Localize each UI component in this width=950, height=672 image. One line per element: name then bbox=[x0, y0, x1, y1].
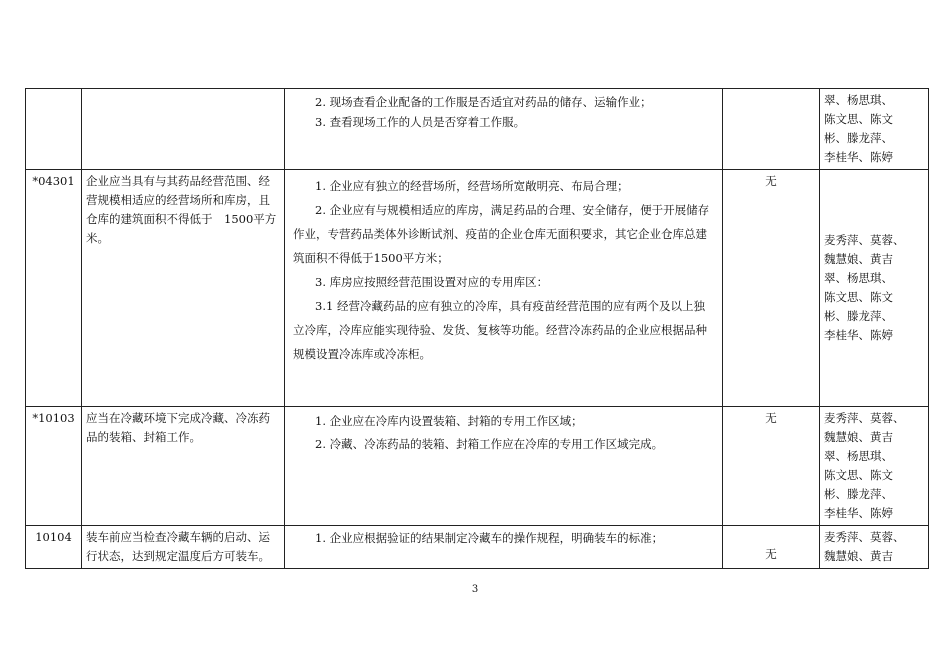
inspector-line: 魏慧娘、黄吉 bbox=[824, 252, 893, 266]
item-code: 10104 bbox=[26, 526, 82, 569]
inspection-method bbox=[285, 526, 723, 569]
inspection-result bbox=[723, 89, 820, 170]
inspection-table bbox=[25, 88, 929, 569]
inspection-result: 无 bbox=[723, 407, 820, 526]
item-code: *04301 bbox=[26, 170, 82, 407]
inspection-method bbox=[285, 170, 723, 407]
inspector-line: 李桂华、陈婷 bbox=[824, 506, 893, 520]
method-item: 1. 企业应在冷库内设置装箱、封箱的专用工作区域； bbox=[315, 414, 583, 428]
table-row bbox=[26, 89, 929, 170]
inspector-line: 麦秀萍、莫蓉、 bbox=[824, 530, 905, 544]
inspectors bbox=[820, 526, 929, 569]
method-item: 1. 企业应有独立的经营场所，经营场所宽敞明亮、布局合理； bbox=[315, 179, 629, 193]
inspectors bbox=[820, 89, 929, 170]
item-code: *10103 bbox=[26, 407, 82, 526]
inspector-line: 魏慧娘、黄吉 bbox=[824, 549, 893, 563]
requirement-text: 企业应当具有与其药品经营范围、经营规模相适应的经营场所和库房，且仓库的建筑面积不得低于 1500平方米。 bbox=[82, 170, 285, 407]
requirement-text: 装车前应当检查冷藏车辆的启动、运行状态，达到规定温度后方可装车。 bbox=[82, 526, 285, 569]
inspectors bbox=[820, 170, 929, 407]
inspection-method bbox=[285, 407, 723, 526]
inspector-line: 陈文思、陈文 bbox=[824, 468, 893, 482]
requirement-text bbox=[82, 89, 285, 170]
table-row bbox=[26, 170, 929, 407]
inspection-result: 无 bbox=[723, 526, 820, 569]
inspection-method bbox=[285, 89, 723, 170]
method-item: 3. 库房应按照经营范围设置对应的专用库区： bbox=[315, 275, 549, 289]
method-item: 2. 现场查看企业配备的工作服是否适宜对药品的储存、运输作业； bbox=[315, 95, 652, 109]
inspector-line: 彬、滕龙萍、 bbox=[824, 487, 893, 501]
inspector-line: 翠、杨思琪、 bbox=[824, 93, 893, 107]
page-number: 3 bbox=[471, 584, 479, 595]
method-item: 3.1 经营冷藏药品的应有独立的冷库，具有疫苗经营范围的应有两个及以上独立冷库，冷库应能实现待验、发货、复核等功能。经营冷冻药品的企业应根据品种规模设置冷冻库或冷冻柜。 bbox=[293, 299, 707, 361]
inspector-line: 麦秀萍、莫蓉、 bbox=[824, 233, 905, 247]
inspector-line: 彬、滕龙萍、 bbox=[824, 131, 893, 145]
method-item: 3. 查看现场工作的人员是否穿着工作服。 bbox=[315, 115, 526, 129]
requirement-text: 应当在冷藏环境下完成冷藏、冷冻药品的装箱、封箱工作。 bbox=[82, 407, 285, 526]
inspector-line: 翠、杨思琪、 bbox=[824, 449, 893, 463]
inspector-line: 魏慧娘、黄吉 bbox=[824, 430, 893, 444]
table-row bbox=[26, 407, 929, 526]
inspector-line: 李桂华、陈婷 bbox=[824, 150, 893, 164]
inspector-line: 彬、滕龙萍、 bbox=[824, 309, 893, 323]
method-item: 1. 企业应根据验证的结果制定冷藏车的操作规程，明确装车的标准； bbox=[315, 531, 664, 545]
inspector-line: 李桂华、陈婷 bbox=[824, 328, 893, 342]
inspector-line: 陈文思、陈文 bbox=[824, 112, 893, 126]
inspector-line: 陈文思、陈文 bbox=[824, 290, 893, 304]
inspector-line: 麦秀萍、莫蓉、 bbox=[824, 411, 905, 425]
table-row bbox=[26, 526, 929, 569]
item-code bbox=[26, 89, 82, 170]
method-item: 2. 企业应有与规模相适应的库房，满足药品的合理、安全储存，便于开展储存作业，专营药品类体外诊断试剂、疫苗的企业仓库无面积要求，其它企业仓库总建筑面积不得低于1500平方米； bbox=[293, 203, 710, 265]
inspector-line: 翠、杨思琪、 bbox=[824, 271, 893, 285]
inspection-result: 无 bbox=[723, 170, 820, 407]
inspectors bbox=[820, 407, 929, 526]
method-item: 2. 冷藏、冷冻药品的装箱、封箱工作应在冷库的专用工作区域完成。 bbox=[315, 437, 664, 451]
